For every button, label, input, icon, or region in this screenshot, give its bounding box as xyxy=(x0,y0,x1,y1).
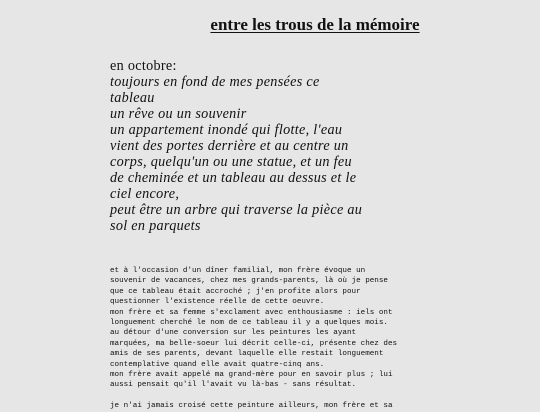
poem-line: ciel encore, xyxy=(110,186,180,202)
page-title: entre les trous de la mémoire xyxy=(210,15,420,34)
poem-line: toujours en fond de mes pensées ce xyxy=(110,74,320,90)
prose-line: au détour d'une conversion sur les peintures les ayant xyxy=(110,329,357,338)
poem-line: de cheminée et un tableau au dessus et le xyxy=(110,170,357,186)
poem-intro: en octobre: xyxy=(110,58,177,74)
poem-line: un appartement inondé qui flotte, l'eau xyxy=(110,122,343,138)
prose-text xyxy=(110,266,430,412)
prose-line: mon frère et sa femme s'exclament avec enthousiasme : iels ont xyxy=(110,308,393,317)
prose-line: mon frère avait appelé ma grand-mère pour en savoir plus ; lui xyxy=(110,371,393,380)
prose-line: aussi pensait qu'il l'avait vu là-bas - sans résultat. xyxy=(110,381,357,390)
prose-line: et à l'occasion d'un dîner familial, mon frère évoque un xyxy=(110,267,366,275)
poem-line: vient des portes derrière et au centre un xyxy=(110,138,349,154)
poem-line: un rêve ou un souvenir xyxy=(110,106,247,122)
prose-line: contemplative quand elle avait quatre-cinq ans. xyxy=(110,360,325,369)
paragraph-gap xyxy=(110,391,430,401)
poem xyxy=(110,58,410,234)
prose-line: questionner l'existence réelle de cette oeuvre. xyxy=(110,298,325,307)
prose-line: que ce tableau était accroché ; j'en profite alors pour xyxy=(110,287,361,296)
poem-line: corps, quelqu'un ou une statue, et un feu xyxy=(110,154,352,170)
prose-line: je n'ai jamais croisé cette peinture ailleurs, mon frère et sa xyxy=(110,402,393,411)
prose-line: souvenir de vacances, chez mes grands-parents, là où je pense xyxy=(110,277,388,286)
poem-line: peut être un arbre qui traverse la pièce au xyxy=(110,202,363,218)
prose-line: amis de ses parents, devant laquelle elle restait longuement xyxy=(110,350,384,359)
prose-line: marquées, ma belle-soeur lui décrit celle-ci, présente chez des xyxy=(110,339,398,348)
poem-line: tableau xyxy=(110,90,155,106)
prose-line: longuement cherché le nom de ce tableau il y a quelques mois. xyxy=(110,319,388,328)
poem-line: sol en parquets xyxy=(110,218,201,234)
